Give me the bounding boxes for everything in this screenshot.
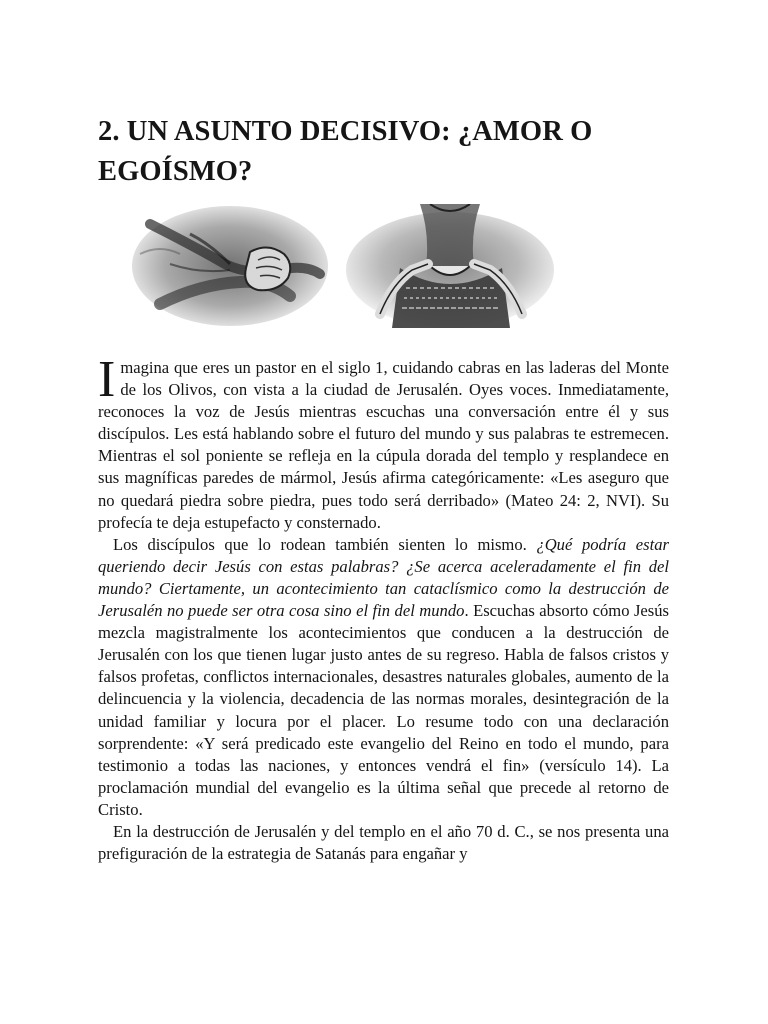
paragraph-1 [98, 351, 669, 534]
chapter-illustration [130, 204, 554, 328]
paragraph-2-text-start: Los discípulos que lo rodean también sienten lo mismo. [113, 534, 537, 554]
paragraph-1-text: magina que eres un pastor en el siglo 1, cuidando cabras en las laderas del Monte de los Olivos, con vista a la ciudad de Jerusalén. Oyes voces. Inmediatamente, reconoces la voz de Jesús mientras escuchas una conversación entre él y sus discípulos. Les está hablando sobre el futuro del mundo y sus palabras te estremecen. Mientras el sol poniente se refleja en la cúpula dorada del templo y resplandece en sus magníficas paredes de mármol, Jesús afirma categóricamente: «Les aseguro que no quedará piedra sobre piedra, pues todo será derribado» (Mateo 24: 2, NVI). Su profecía te deja estupefacto y consternado. [98, 358, 669, 532]
clasped-hands-drawing [132, 206, 328, 326]
paragraph-2 [98, 534, 669, 821]
paragraph-2-italic-passage: ¿Qué podría estar queriendo decir Jesús con estas palabras? ¿Se acerca aceleradamente el fin del mundo? Ciertamente, un acontecimiento tan cataclísmico como la destrucción de Jerusalén no puede ser otra cosa sino el fin del mundo [98, 534, 669, 621]
paragraph-3 [98, 821, 669, 865]
drop-cap: I [98, 351, 116, 408]
chapter-title: 2. UN ASUNTO DECISIVO: ¿AMOR O EGOÍSMO? [98, 116, 593, 187]
body-text [98, 351, 669, 865]
paragraph-3-text: En la destrucción de Jerusalén y del templo en el año 70 d. C., se nos presenta una prefiguración de la estrategia de Satanás para engañar y [98, 821, 669, 864]
paragraph-2-text-end: . Escuchas absorto cómo Jesús mezcla magistralmente los acontecimientos que conducen a la destrucción de Jerusalén con los que tienen lugar justo antes de su regreso. Habla de falsos cristos y falsos profetas, conflictos internacionales, desastres naturales globales, aumento de la delincuencia y la violencia, decadencia de las normas morales, desintegración de la unidad familiar y locura por el placer. Lo resume todo con una declaración sorprendente: «Y será predicado este evangelio del Reino en todo el mundo, para testimonio a todas las naciones, y entonces vendrá el fin» (versículo 14). La proclamación mundial del evangelio es la última señal que precede al retorno de Cristo. [98, 601, 669, 819]
self-pointing-figure-drawing [346, 204, 554, 328]
